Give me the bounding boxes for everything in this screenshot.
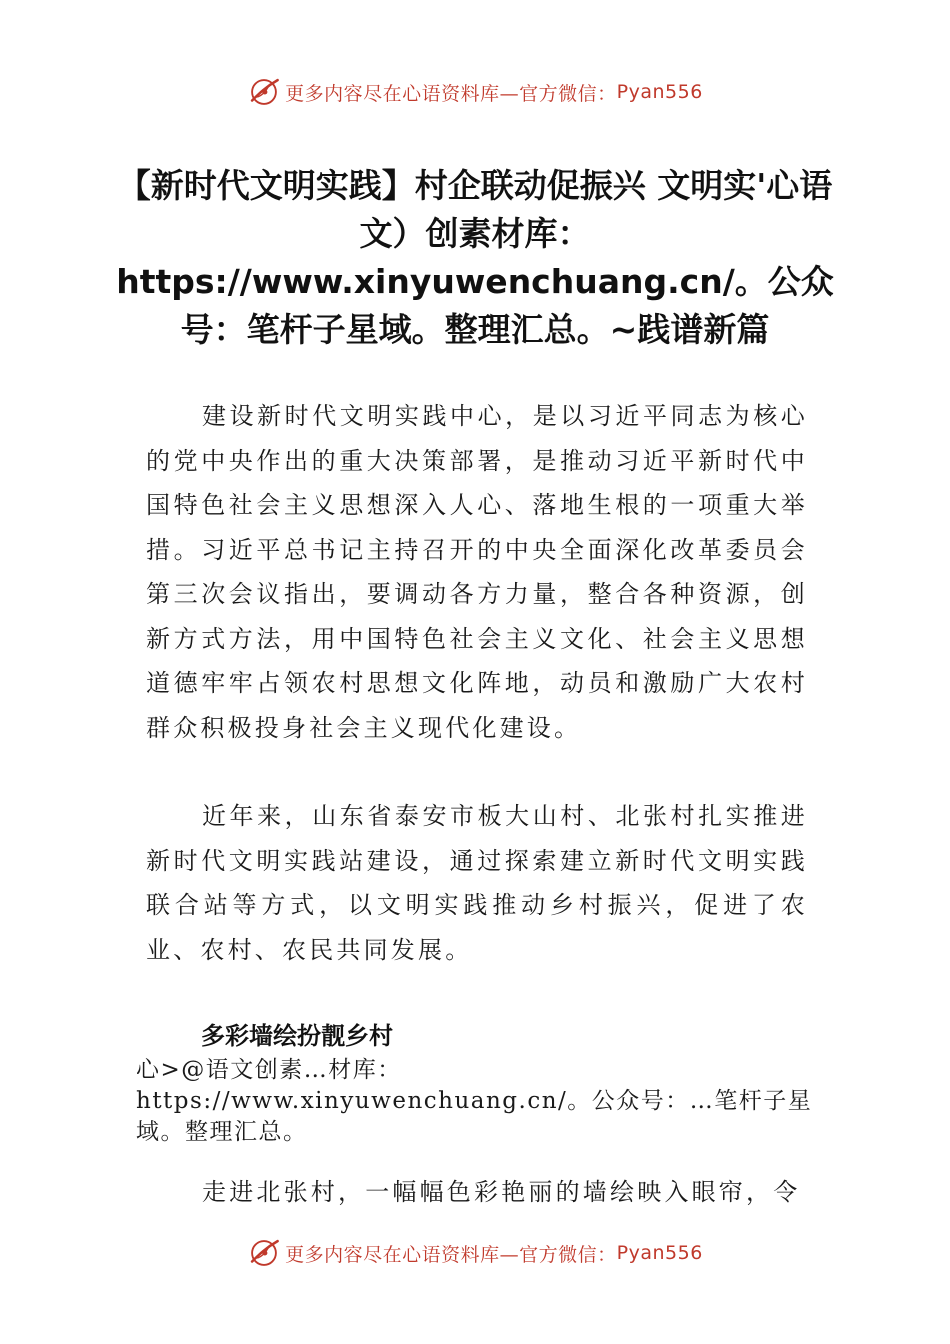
feather-swirl-logo-icon bbox=[247, 75, 281, 109]
header-banner-text: 更多内容尽在心语资料库—官方微信： bbox=[285, 82, 617, 105]
document-title: 【新时代文明实践】村企联动促振兴 文明实'心语文）创素材库：https://www.xinyuwenchuang.cn/。公众号：笔杆子星域。整理汇总。~践谱新篇 bbox=[116, 166, 834, 349]
paragraph-2: 近年来，山东省泰安市板大山村、北张村扎实推进新时代文明实践站建设，通过探索建立新时代文明实践联合站等方式，以文明实践推动乡村振兴，促进了农业、农村、农民共同发展。 bbox=[146, 802, 808, 964]
section-subheading: 多彩墙绘扮靓乡村 bbox=[201, 1022, 393, 1050]
footer-banner-wechat: Pyan556 bbox=[616, 1242, 703, 1264]
paragraph-1: 建设新时代文明实践中心，是以习近平同志为核心的党中央作出的重大决策部署，是推动习近平新时代中国特色社会主义思想深入人心、落地生根的一项重大举措。习近平总书记主持召开的中央全面深化改革委员会第三次会议指出，要调动各方力量，整合各种资源，创新方式方法，用中国特色社会主义文化、社会主义思想道德牢牢占领农村思想文化阵地，动员和激励广大农村群众积极投身社会主义现代化建设。 bbox=[146, 402, 808, 742]
footer-banner bbox=[0, 1233, 950, 1273]
paragraph-3: 走进北张村，一幅幅色彩艳丽的墙绘映入眼帘，令 bbox=[202, 1178, 801, 1206]
feather-swirl-logo-icon bbox=[247, 1236, 281, 1270]
header-banner bbox=[0, 72, 950, 112]
footer-banner-text: 更多内容尽在心语资料库—官方微信： bbox=[285, 1243, 617, 1266]
header-banner-wechat: Pyan556 bbox=[616, 81, 703, 103]
watermark-text: 心>@语文创素…材库：https://www.xinyuwenchuang.cn/。公众号：…笔杆子星域。整理汇总。 bbox=[136, 1057, 813, 1145]
